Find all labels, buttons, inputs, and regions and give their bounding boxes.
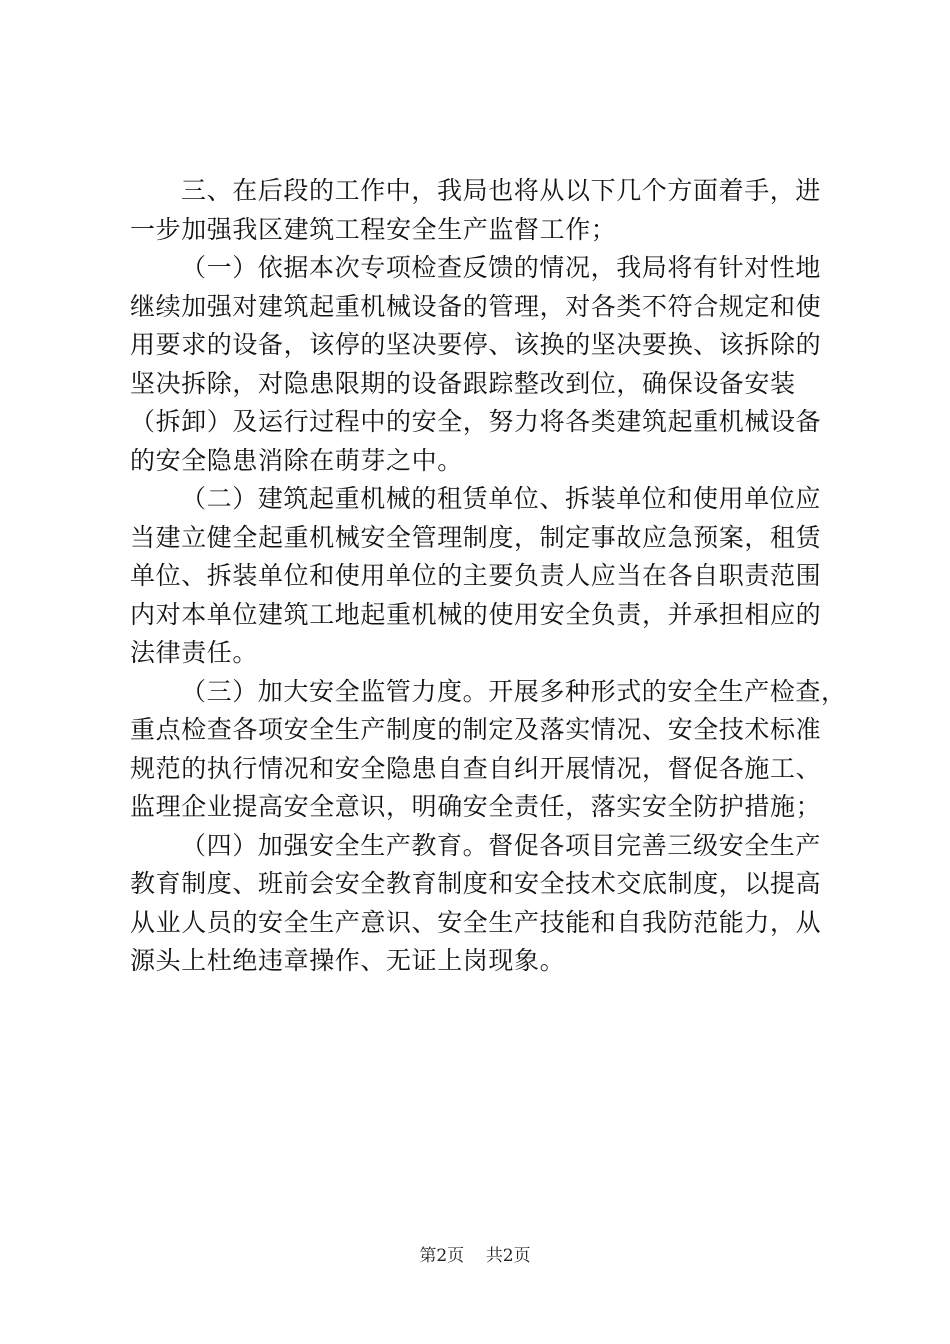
text-line: 继续加强对建筑起重机械设备的管理，对各类不符合规定和使 (130, 291, 822, 321)
text-line: 教育制度、班前会安全教育制度和安全技术交底制度，以提高 (130, 869, 822, 898)
text-line: （拆卸）及运行过程中的安全，努力将各类建筑起重机械设备 (130, 407, 822, 436)
text-line: 监理企业提高安全意识，明确安全责任，落实安全防护措施； (130, 792, 822, 821)
text-line: 当建立健全起重机械安全管理制度，制定事故应急预案，租赁 (130, 522, 822, 552)
text-line: 内对本单位建筑工地起重机械的使用安全负责，并承担相应的 (130, 599, 822, 629)
page-footer (0, 1244, 950, 1268)
footer-separator (470, 1246, 481, 1266)
text-line: （二）建筑起重机械的租赁单位、拆装单位和使用单位应 (181, 484, 822, 513)
text-line: 源头上杜绝违章操作、无证上岗现象。 (130, 946, 566, 975)
page-total: 共2页 (485, 1246, 531, 1266)
document-body (130, 172, 847, 981)
text-line: 一步加强我区建筑工程安全生产监督工作； (130, 214, 617, 244)
page-number: 第2页 (419, 1246, 465, 1266)
text-line: 坚决拆除，对隐患限期的设备跟踪整改到位，确保设备安装 (130, 368, 796, 398)
text-line: 从业人员的安全生产意识、安全生产技能和自我防范能力，从 (130, 907, 822, 937)
text-line: 用要求的设备，该停的坚决要停、该换的坚决要换、该拆除的 (130, 330, 822, 359)
text-line: （四）加强安全生产教育。督促各项目完善三级安全生产 (181, 830, 822, 860)
text-line: 规范的执行情况和安全隐患自查自纠开展情况，督促各施工、 (130, 753, 822, 783)
text-line: 法律责任。 (130, 638, 259, 667)
text-line: 三、在后段的工作中，我局也将从以下几个方面着手，进 (181, 176, 822, 205)
text-line: （一）依据本次专项检查反馈的情况，我局将有针对性地 (181, 253, 822, 282)
text-line: 重点检查各项安全生产制度的制定及落实情况、安全技术标准 (130, 715, 822, 744)
text-line: 的安全隐患消除在萌芽之中。 (130, 445, 463, 475)
text-line: （三）加大安全监管力度。开展多种形式的安全生产检查， (181, 676, 847, 706)
text-line: 单位、拆装单位和使用单位的主要负责人应当在各自职责范围 (130, 561, 822, 590)
